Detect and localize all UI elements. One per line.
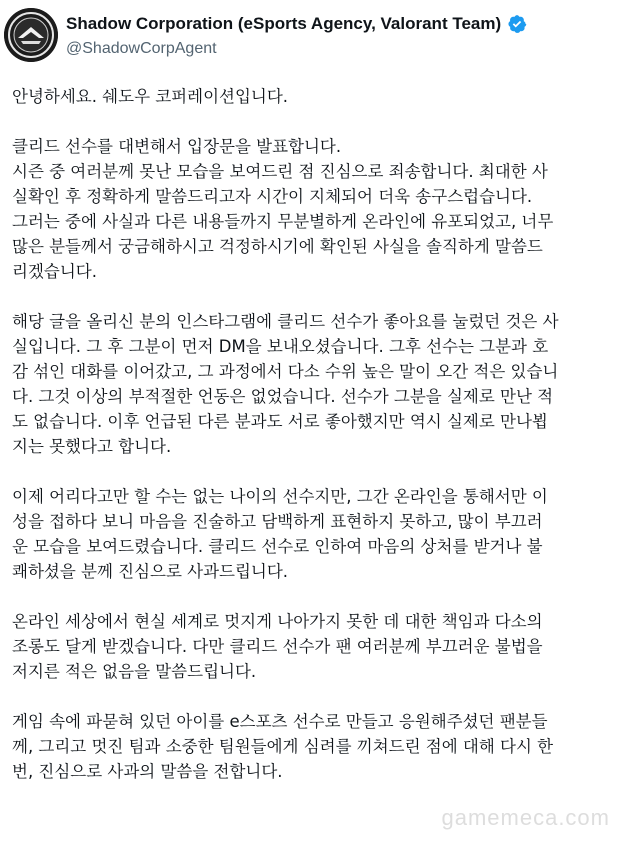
post-text-line: 운 모습을 보여드렸습니다. 클리드 선수로 인하여 마음의 상처를 받거나 불 bbox=[12, 537, 543, 556]
post-text-line: 클리드 선수를 대변해서 입장문을 발표합니다. bbox=[12, 137, 342, 156]
post-text-line: 그러는 중에 사실과 다른 내용들까지 무분별하게 온라인에 유포되었고, 너무 bbox=[12, 212, 554, 231]
post-text-line: 지는 못했다고 합니다. bbox=[12, 437, 172, 456]
post-text-line: 온라인 세상에서 현실 세계로 멋지게 나아가지 못한 데 대한 책임과 다소의 bbox=[12, 612, 543, 631]
post-text-line: 도 없습니다. 이후 언급된 다른 분과도 서로 좋아했지만 역시 실제로 만나뵙 bbox=[12, 412, 548, 431]
post-text-line: 다. 그것 이상의 부적절한 언동은 없었습니다. 선수가 그분을 실제로 만난 적 bbox=[12, 387, 554, 406]
post-text-line: 실입니다. 그 후 그분이 먼저 DM을 보내오셨습니다. 그후 선수는 그분과 호 bbox=[12, 337, 549, 356]
watermark: gamemeca.com bbox=[441, 805, 610, 830]
post-paragraph bbox=[12, 309, 634, 459]
post-paragraph bbox=[12, 709, 634, 784]
post-text-line: 조롱도 달게 받겠습니다. 다만 클리드 선수가 팬 여러분께 부끄러운 불법을 bbox=[12, 637, 543, 656]
post-text-line: 실확인 후 정확하게 말씀드리고자 시간이 지체되어 더욱 송구스럽습니다. bbox=[12, 187, 533, 206]
post-text-line: 이제 어리다고만 할 수는 없는 나이의 선수지만, 그간 온라인을 통해서만 이 bbox=[12, 487, 548, 506]
post-text-line: 해당 글을 올리신 분의 인스타그램에 클리드 선수가 좋아요를 눌렀던 것은 사 bbox=[12, 312, 559, 331]
author-name-row[interactable] bbox=[66, 14, 527, 34]
post-text-line: 저지른 적은 없음을 말씀드립니다. bbox=[12, 662, 257, 681]
post-text-line: 쾌하셨을 분께 진심으로 사과드립니다. bbox=[12, 562, 289, 581]
post-text-line: 성을 접하다 보니 마음을 진술하고 담백하게 표현하지 못하고, 많이 부끄러 bbox=[12, 512, 543, 531]
post-header bbox=[0, 0, 640, 70]
post-paragraph bbox=[12, 84, 634, 109]
post-text-line: 께, 그리고 멋진 팀과 소중한 팀원들에게 심려를 끼쳐드린 점에 대해 다시 한 bbox=[12, 737, 554, 756]
post-text-line: 시즌 중 여러분께 못난 모습을 보여드린 점 진심으로 죄송합니다. 최대한 사 bbox=[12, 162, 548, 181]
post-text-line: 안녕하세요. 쉐도우 코퍼레이션입니다. bbox=[12, 87, 289, 106]
avatar[interactable] bbox=[4, 8, 58, 62]
post-text-line: 많은 분들께서 궁금해하시고 걱정하시기에 확인된 사실을 솔직하게 말씀드 bbox=[12, 237, 543, 256]
author-handle[interactable]: @ShadowCorpAgent bbox=[66, 40, 217, 57]
post-paragraph bbox=[12, 134, 634, 284]
display-name[interactable]: Shadow Corporation (eSports Agency, Valorant Team) bbox=[66, 14, 502, 33]
post-text-line: 번, 진심으로 사과의 말씀을 전합니다. bbox=[12, 762, 283, 781]
post-paragraph bbox=[12, 609, 634, 684]
verified-badge-icon bbox=[507, 14, 527, 34]
post-paragraph bbox=[12, 484, 634, 584]
post-text-line: 리겠습니다. bbox=[12, 262, 97, 281]
shadow-corp-logo-icon bbox=[4, 8, 58, 62]
post-body bbox=[12, 84, 634, 809]
post-text-line: 게임 속에 파묻혀 있던 아이를 e스포츠 선수로 만들고 응원해주셨던 팬분들 bbox=[12, 712, 548, 731]
post-text-line: 감 섞인 대화를 이어갔고, 그 과정에서 다소 수위 높은 말이 오간 적은 있습니 bbox=[12, 362, 559, 381]
